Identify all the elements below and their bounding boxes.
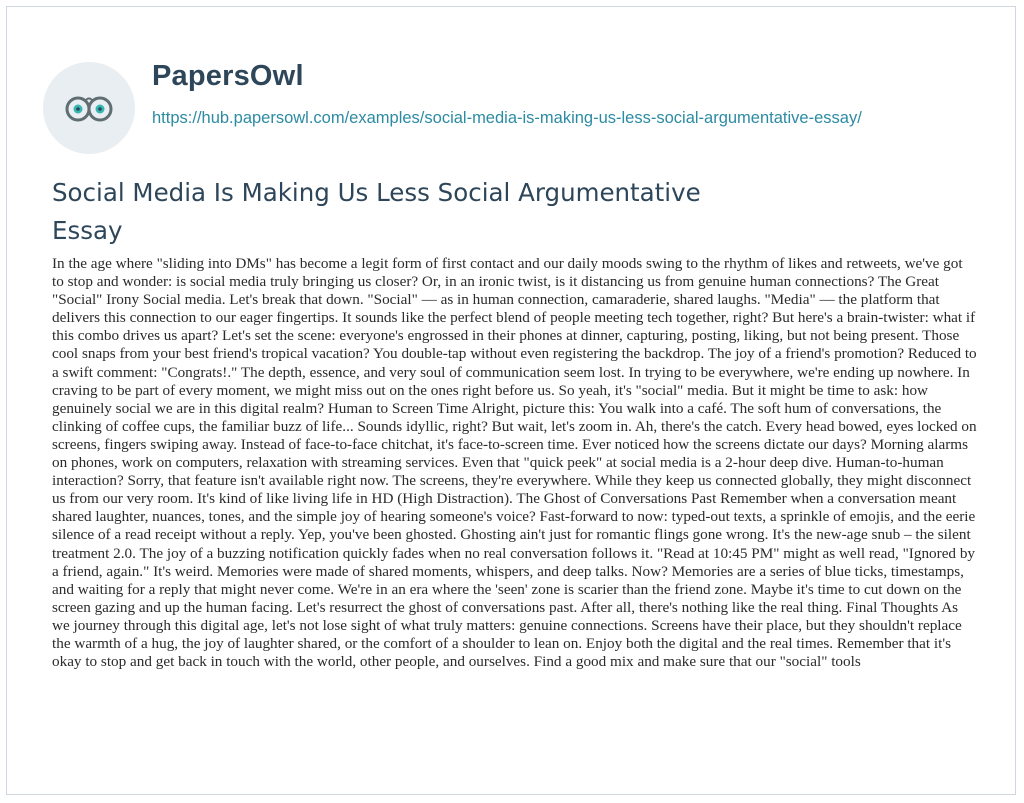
brand-name[interactable]: PapersOwl [152,60,304,92]
owl-eyes-icon [65,92,113,126]
papersowl-logo[interactable] [43,62,135,154]
essay-body: In the age where "sliding into DMs" has become a legit form of first contact and our daily moods swing to the rhythm of likes and retweets, we've got to stop and wonder: is social media truly bringing us closer? Or, in an ironic twist, is it distancing us from genuine human connections? The Great "Social" Irony Social media. Let's break that down. "Social" — as in human connection, camaraderie, shared laughs. "Media" — the platform that delivers this connection to our eager fingertips. It sounds like the perfect blend of people meeting tech together, right? But here's a brain-twister: what if this combo drives us apart? Let's set the scene: everyone's engrossed in their phones at dinner, capturing, posting, liking, but not being present. Those cool snaps from your best friend's tropical vacation? You double-tap without even registering the backdrop. The joy of a friend's promotion? Reduced to a swift comment: "Congrats!." The depth, essence, and very soul of communication seem lost. In trying to be everywhere, we're ending up nowhere. In craving to be part of every moment, we might miss out on the ones right before us. So yeah, it's "social" media. But it might be time to ask: how genuinely social we are in this digital realm? Human to Screen Time Alright, picture this: You walk into a café. The soft hum of conversations, the clinking of coffee cups, the familiar buzz of life... Sounds idyllic, right? But wait, let's zoom in. Ah, there's the catch. Every head bowed, eyes locked on screens, fingers swiping away. Instead of face-to-face chitchat, it's face-to-screen time. Ever noticed how the screens dictate our days? Morning alarms on phones, work on computers, relaxation with streaming services. Even that "quick peek" at social media is a 2-hour deep dive. Human-to-human interaction? Sorry, that feature isn't available right now. The screens, they're everywhere. While they keep us connected globally, they might disconnect us from our very room. It's kind of like living life in HD (High Distraction). The Ghost of Conversations Past Remember when a conversation meant shared laughter, nuances, tones, and the simple joy of hearing someone's voice? Fast-forward to now: typed-out texts, a sprinkle of emojis, and the eerie silence of a read receipt without a reply. Yep, you've been ghosted. Ghosting ain't just for romantic flings gone wrong. It's the new-age snub – the silent treatment 2.0. The joy of a buzzing notification quickly fades when no real conversation follows it. "Read at 10:45 PM" might as well read, "Ignored by a friend, again." It's weird. Memories were made of shared moments, whispers, and deep talks. Now? Memories are a series of blue ticks, timestamps, and waiting for a reply that might never come. We're in an era where the 'seen' zone is scarier than the friend zone. Maybe it's time to cut down on the screen gazing and up the human facing. Let's resurrect the ghost of conversations past. After all, there's nothing like the real thing. Final Thoughts As we journey through this digital age, let's not lose sight of what truly matters: genuine connections. Screens have their place, but they shouldn't replace the warmth of a hug, the joy of laughter shared, or the comfort of a shoulder to lean on. Enjoy both the digital and the real times. Remember that it's okay to stop and get back in touch with the world, other people, and ourselves. Find a good mix and make sure that our "social" tools [52,255,977,671]
site-header [43,51,963,151]
essay-title: Social Media Is Making Us Less Social Argumentative Essay [52,178,701,245]
source-url-link[interactable]: https://hub.papersowl.com/examples/social-media-is-making-us-less-social-argumentative-essay/ [152,109,862,127]
